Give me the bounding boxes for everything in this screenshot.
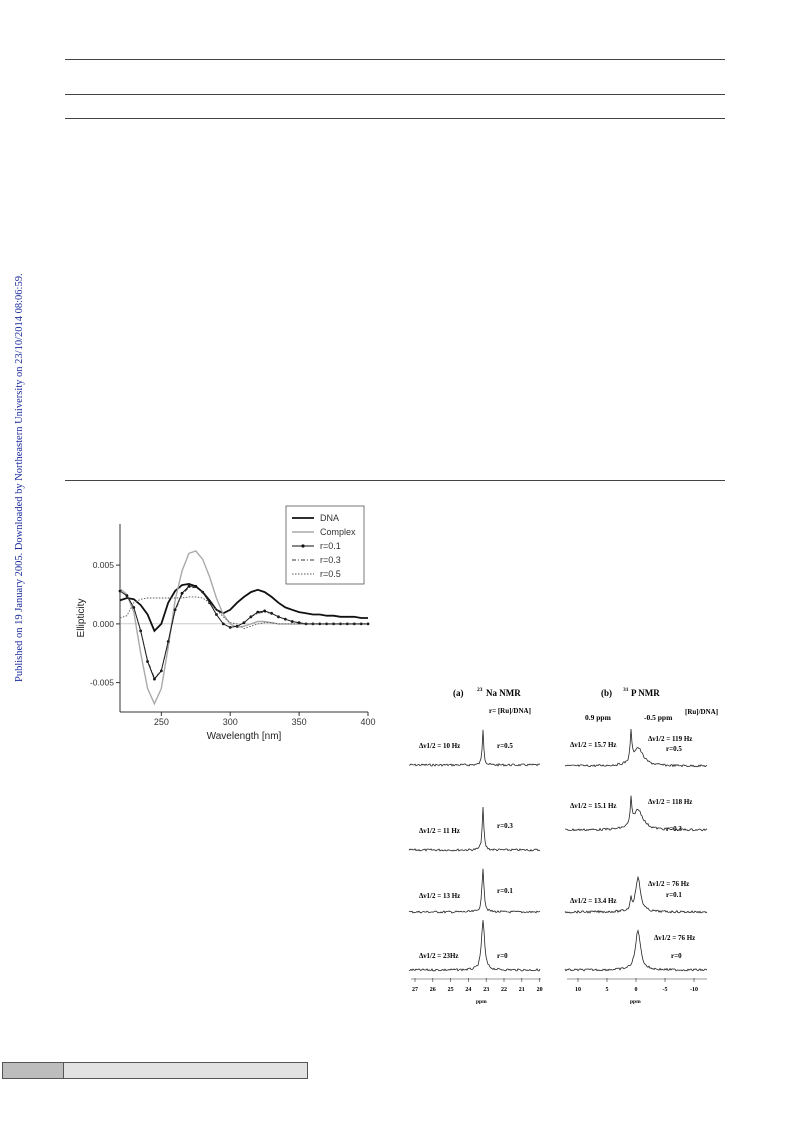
na-axis-tick-label: 22: [501, 987, 507, 993]
panel-b-title-sup: 31: [623, 687, 629, 693]
legend-label: DNA: [320, 513, 340, 523]
top-rule-3: [65, 118, 725, 119]
p-right-width-label: Δν1/2 = 118 Hz: [648, 798, 693, 806]
p-right-width-label: Δν1/2 = 119 Hz: [648, 735, 693, 743]
y-tick-label: -0.005: [89, 677, 114, 688]
legend-label: r=0.1: [320, 541, 341, 551]
na-axis-tick-label: 21: [518, 987, 525, 993]
x-tick-label: 250: [153, 717, 169, 727]
x-tick-label: 350: [291, 717, 307, 727]
na-width-label: Δν1/2 = 13 Hz: [419, 892, 461, 900]
data-point: [153, 678, 156, 681]
cd-spectrum-chart: [70, 500, 380, 750]
panel-b-ppm-left: 0.9 ppm: [585, 713, 611, 722]
chart-legend: [286, 506, 364, 584]
top-rule-2: [65, 94, 725, 95]
na-axis-tick-label: 23: [483, 987, 490, 993]
p-r-label: r=0.3: [666, 825, 682, 833]
na-axis-tick-label: 20: [536, 987, 543, 993]
panel-a-label: (a): [453, 688, 464, 698]
p-axis-tick-label: 10: [575, 987, 581, 993]
p-axis-tick-label: -5: [662, 987, 668, 993]
na-axis-tick-label: 25: [447, 987, 454, 993]
panel-b-title: P NMR: [631, 688, 660, 698]
publication-sidebar: [2, 262, 25, 682]
p-left-width-label: Δν1/2 = 15.1 Hz: [570, 802, 617, 810]
na-axis-label: ppm: [476, 999, 487, 1005]
panel-b-ppm-right: -0.5 ppm: [644, 713, 673, 722]
y-tick-label: 0.005: [92, 560, 114, 571]
p-right-width-label: Δν1/2 = 76 Hz: [654, 934, 696, 942]
p-left-width-label: Δν1/2 = 15.7 Hz: [570, 741, 617, 749]
na-spectrum-trace: [409, 869, 540, 913]
na-axis-tick-label: 26: [429, 987, 436, 993]
p-left-width-label: Δν1/2 = 13.4 Hz: [570, 897, 617, 905]
p-axis-tick-label: -10: [690, 987, 698, 993]
data-point: [256, 611, 259, 614]
p-r-label: r=0: [671, 952, 682, 960]
p-axis-tick-label: 5: [605, 987, 609, 993]
y-tick-label: 0.000: [92, 618, 114, 629]
series-line-r-0-1: [120, 586, 368, 679]
na-r-label: r=0: [497, 952, 508, 960]
footer-info-box: [64, 1062, 308, 1079]
mid-rule: [65, 480, 725, 481]
panel-b-ratio-header: [Ru]/DNA]: [685, 708, 719, 716]
x-axis-title: Wavelength [nm]: [206, 731, 282, 742]
p-right-width-label: Δν1/2 = 76 Hz: [648, 880, 690, 888]
panel-a-title-sup: 23: [477, 687, 483, 693]
panel-a-title: Na NMR: [486, 688, 521, 698]
legend-label: Complex: [320, 527, 356, 537]
na-r-label: r=0.3: [497, 822, 513, 830]
panel-b-label: (b): [601, 688, 612, 698]
legend-marker: [301, 544, 304, 547]
p-axis-tick-label: 0: [634, 987, 638, 993]
na-width-label: Δν1/2 = 23Hz: [419, 952, 459, 960]
na-axis-tick-label: 24: [465, 987, 472, 993]
footer-page-box: [2, 1062, 64, 1079]
na-spectrum-trace: [409, 920, 540, 971]
legend-label: r=0.5: [320, 569, 341, 579]
publication-note[interactable]: Published on 19 January 2005. Downloaded by Northeastern University on 23/10/2014 08:06:59.: [14, 273, 25, 682]
p-axis-label: ppm: [630, 999, 641, 1005]
na-r-label: r=0.5: [497, 742, 513, 750]
panel-a-ratio-header: r= [Ru]/DNA]: [489, 707, 531, 715]
na-r-label: r=0.1: [497, 887, 513, 895]
p-r-label: r=0.1: [666, 891, 682, 899]
top-rule-1: [65, 59, 725, 60]
nmr-figure: [405, 680, 735, 1010]
x-tick-label: 400: [360, 717, 376, 727]
na-width-label: Δν1/2 = 10 Hz: [419, 742, 461, 750]
series-line-r-0-3: [120, 588, 368, 678]
y-axis-title: Ellipticity: [76, 598, 87, 638]
na-width-label: Δν1/2 = 11 Hz: [419, 827, 460, 835]
na-axis-tick-label: 27: [412, 987, 418, 993]
p-r-label: r=0.5: [666, 745, 682, 753]
x-tick-label: 300: [222, 717, 238, 727]
legend-label: r=0.3: [320, 555, 341, 565]
